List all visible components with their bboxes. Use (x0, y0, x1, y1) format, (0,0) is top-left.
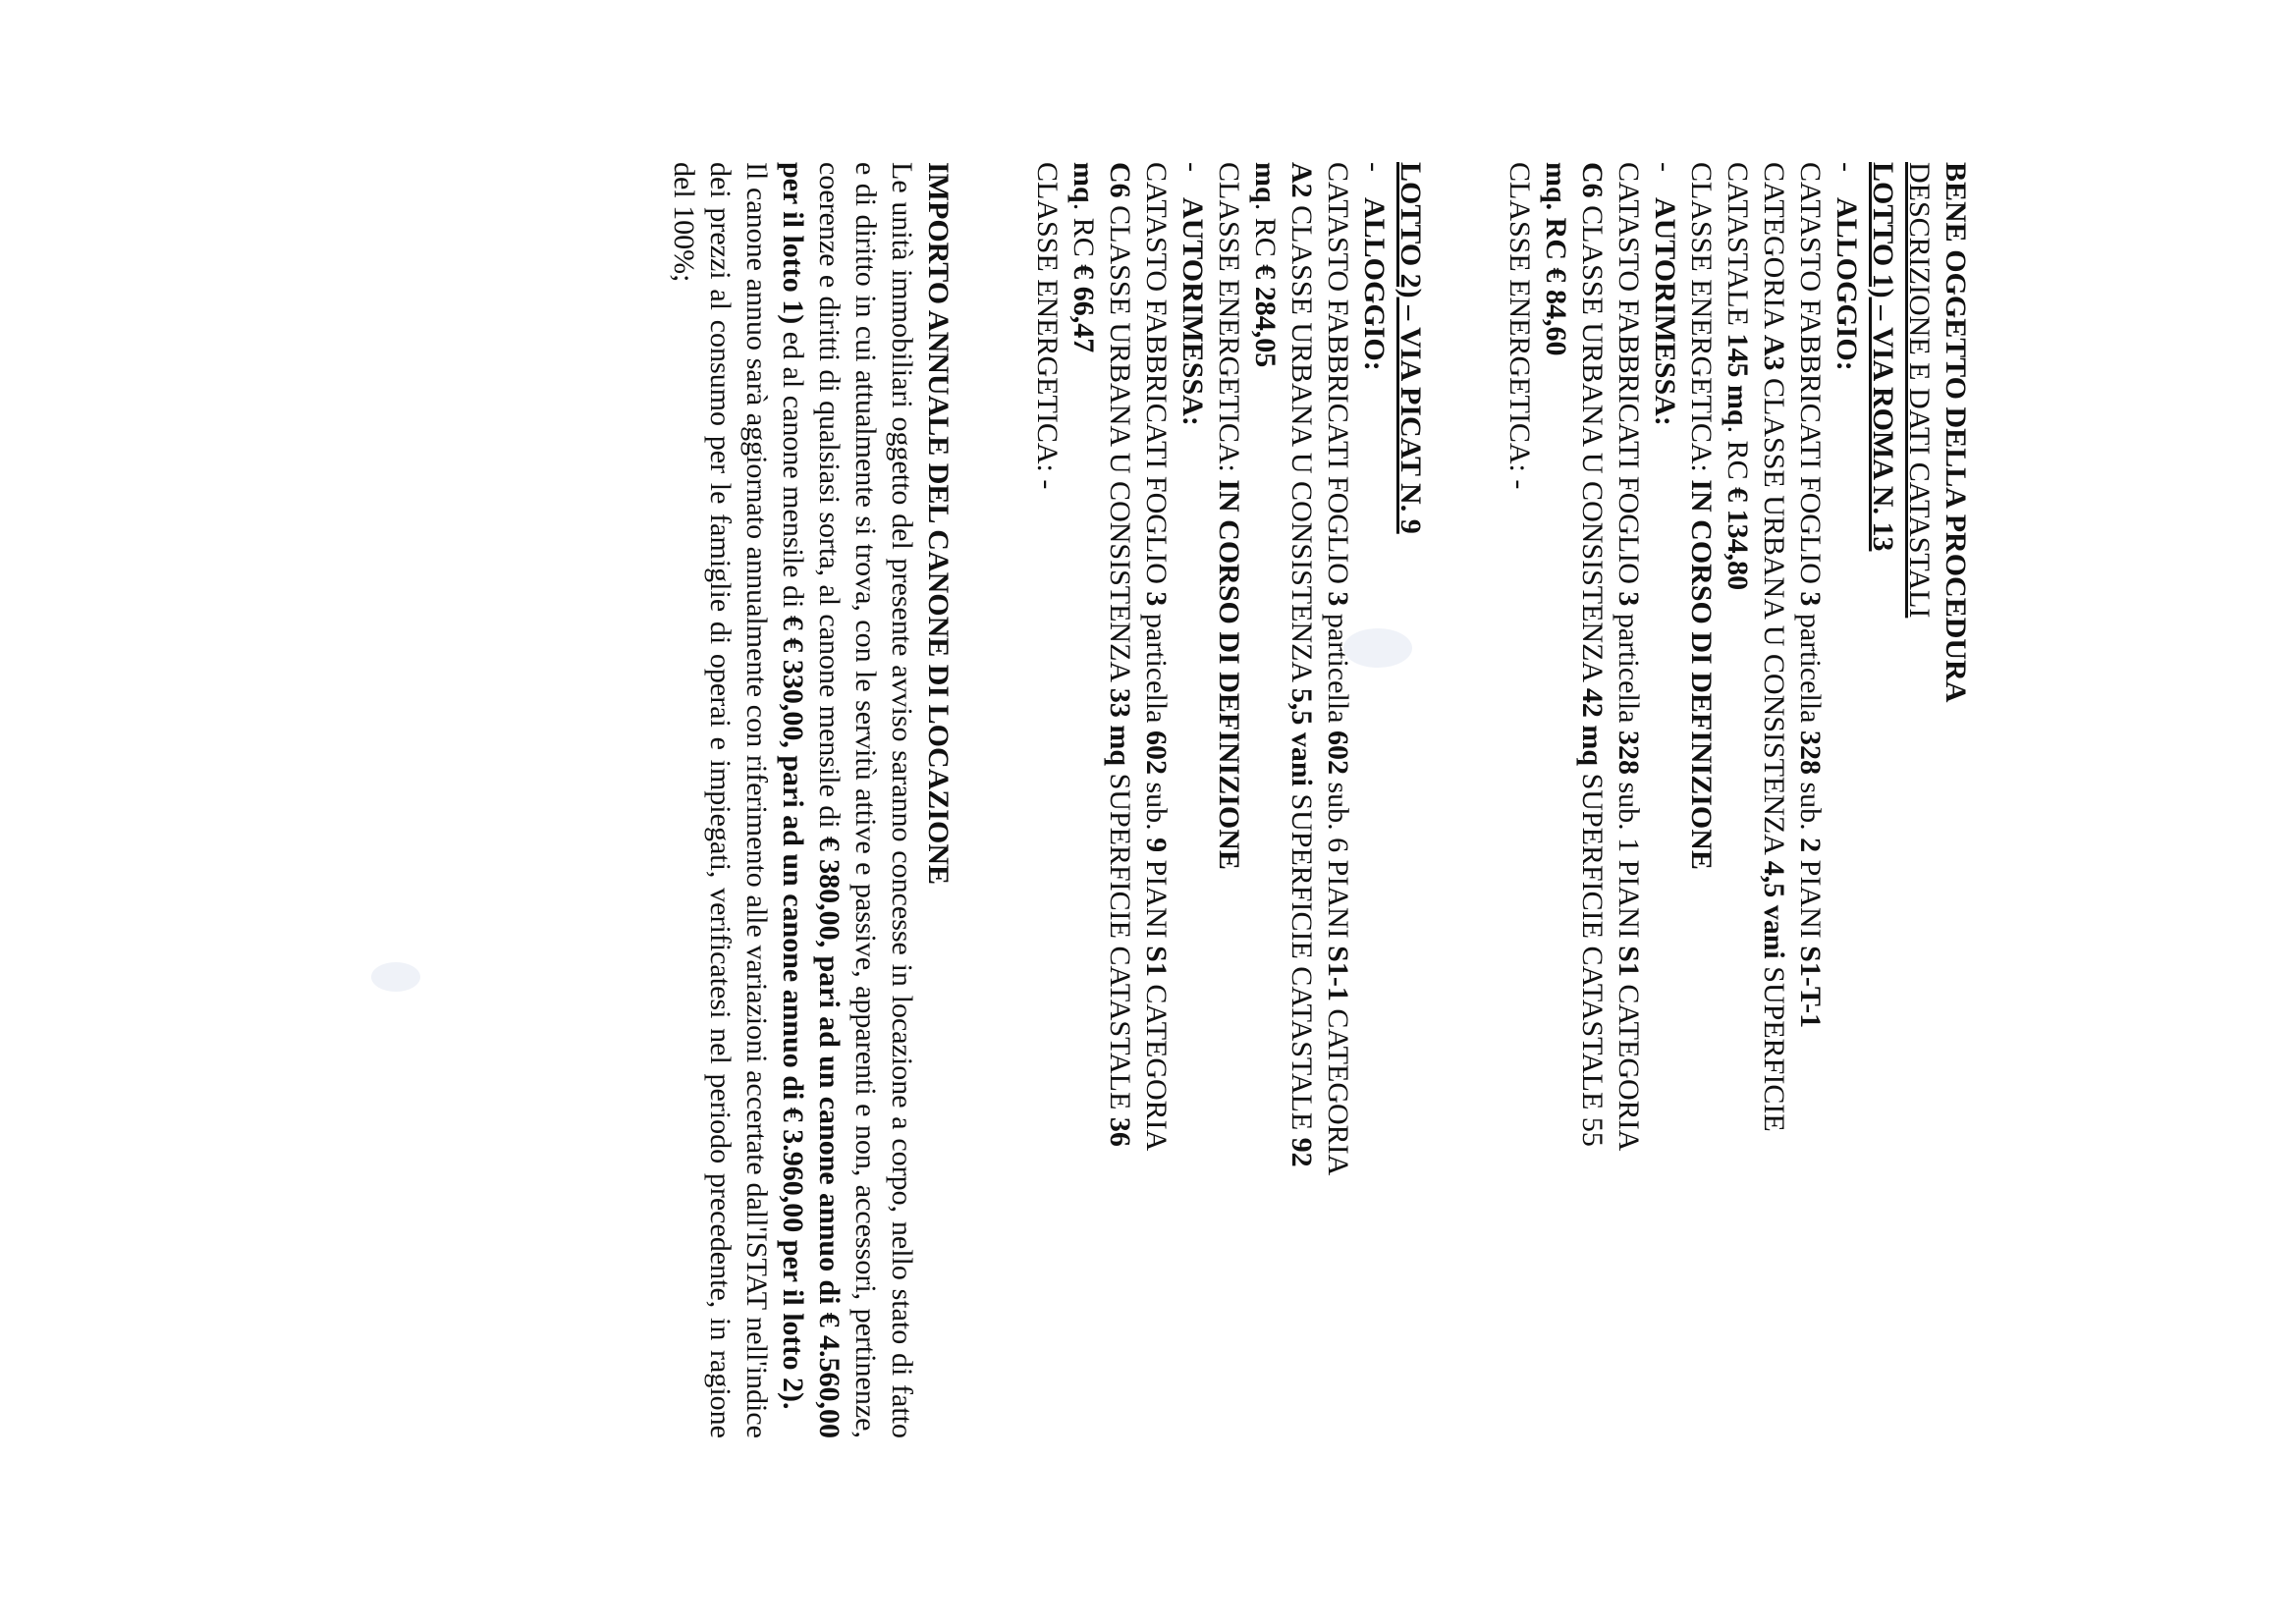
canone-heading: IMPORTO ANNUALE DEL CANONE DI LOCAZIONE (922, 162, 955, 885)
canone-paragraph-2: Il canone annuo sarà aggiornato annualmente con riferimento alle variazioni accertate dall'ISTAT nell'indice dei prezzi al consumo per le famiglie di operai e impiegati, verificatesi nel periodo precedente, in ragione del 100%; (668, 162, 773, 1438)
lotto2-alloggio-line3: mq. RC € 284,05 (1249, 162, 1282, 368)
document-subtitle: DESCRIZIONE E DATI CATASTALI (1903, 162, 1936, 619)
scan-smudge (371, 962, 420, 992)
lotto2-autorimessa-energetica: CLASSE ENERGETICA: - (1031, 162, 1064, 490)
document-title: BENE OGGETTO DELLA PROCEDURA (1940, 162, 1972, 703)
lotto1-alloggio-line3: CATASTALE 145 mq. RC € 134,80 (1722, 162, 1754, 591)
lotto2-heading: LOTTO 2) – VIA PICAT N. 9 (1394, 162, 1427, 534)
document-body (666, 162, 1974, 1438)
lotto2-alloggio-energetica: CLASSE ENERGETICA: IN CORSO DI DEFINIZIONE (1213, 162, 1245, 870)
lotto1-alloggio-line1: CATASTO FABBRICATI FOGLIO 3 particella 328 sub. 2 PIANI S1-T-1 (1794, 162, 1827, 1029)
lotto2-alloggio-line1: CATASTO FABBRICATI FOGLIO 3 particella 602 sub. 6 PIANI S1-1 CATEGORIA (1322, 162, 1354, 1176)
lotto1-autorimessa-line1: CATASTO FABBRICATI FOGLIO 3 particella 328 sub. 1 PIANI S1 CATEGORIA (1613, 162, 1645, 1152)
lotto2-alloggio-label: -ALLOGGIO: (1358, 162, 1391, 371)
lotto2-autorimessa-line1: CATASTO FABBRICATI FOGLIO 3 particella 602 sub. 9 PIANI S1 CATEGORIA (1140, 162, 1173, 1152)
lotto1-alloggio-energetica: CLASSE ENERGETICA: IN CORSO DI DEFINIZIONE (1685, 162, 1718, 870)
lotto2-autorimessa-line3: mq. RC € 66,47 (1067, 162, 1100, 353)
lotto2-autorimessa-label: -AUTORIMESSA: (1176, 162, 1209, 426)
lotto1-heading: LOTTO 1) – VIA ROMA N. 13 (1867, 162, 1899, 552)
lotto2-autorimessa-line2: C6 CLASSE URBANA U CONSISTENZA 33 mq SUPERFICIE CATASTALE 36 (1104, 162, 1136, 1147)
lotto2-alloggio-line2: A2 CLASSE URBANA U CONSISTENZA 5,5 vani SUPERFICIE CATASTALE 92 (1285, 162, 1318, 1167)
lotto1-autorimessa-label: -AUTORIMESSA: (1649, 162, 1681, 426)
lotto1-alloggio-line2: CATEGORIA A3 CLASSE URBANA U CONSISTENZA 4,5 vani SUPERFICIE (1758, 162, 1790, 1132)
canone-paragraph-1: Le unità immobiliari oggetto del presente avviso saranno concesse in locazione a corpo, nello stato di fatto e di diritto in cui attualmente si trova, con le servitù attive e passive, apparenti e non, accessori, pertinenze, coerenze e diritti di qualsiasi sorta, al canone mensile di € 380,00, pari ad un canone annuo di € 4.560,00 per il lotto 1) ed al canone mensile di € € 330,00, pari ad un canone annuo di € 3.960,00 per il lotto 2). (777, 162, 918, 1438)
lotto1-autorimessa-energetica: CLASSE ENERGETICA: - (1503, 162, 1536, 490)
lotto1-alloggio-label: -ALLOGGIO: (1831, 162, 1863, 371)
lotto1-autorimessa-line2: C6 CLASSE URBANA U CONSISTENZA 42 mq SUPERFICIE CATASTALE 55 (1576, 162, 1609, 1147)
lotto1-autorimessa-line3: mq. RC € 84,60 (1540, 162, 1572, 356)
